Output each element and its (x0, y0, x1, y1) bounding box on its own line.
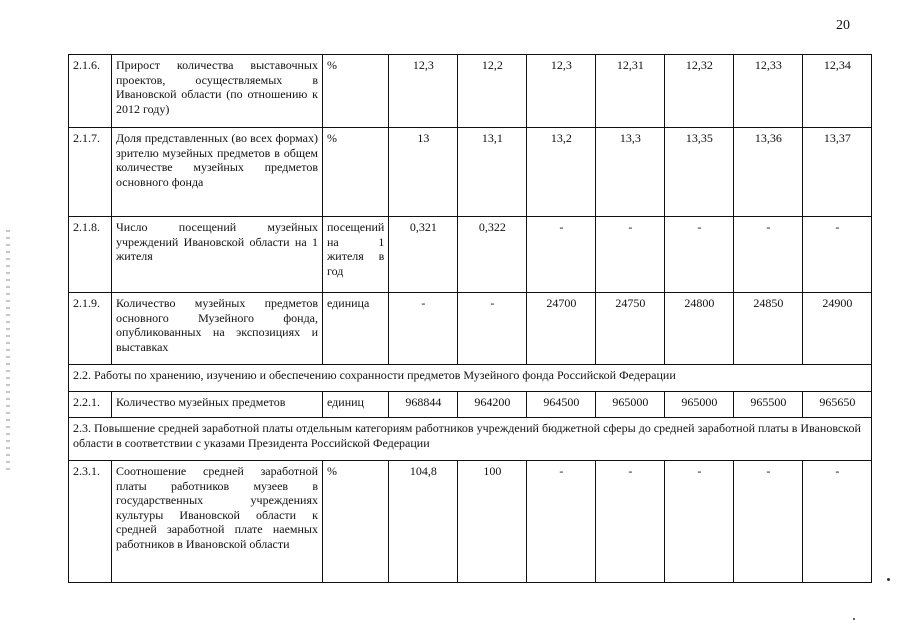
value-cell: 0,322 (458, 217, 527, 293)
scan-speck (853, 618, 855, 620)
row-code: 2.1.9. (69, 293, 112, 365)
value-cell: - (389, 293, 458, 365)
scan-margin-marks (6, 230, 10, 470)
value-cell: 12,34 (803, 55, 872, 128)
table-row (69, 128, 872, 217)
unit: посещений на 1 жителя в год (323, 217, 389, 293)
value-cell: - (527, 217, 596, 293)
indicator-name: Соотношение средней заработной платы работников музеев в государственных учреждениях культуры Ивановской области к средней заработной плате наемных работников в Ивановской области (112, 461, 323, 583)
indicator-name: Количество музейных предметов основного Музейного фонда, опубликованных на экспозициях и выставках (112, 293, 323, 365)
value-cell: 12,31 (596, 55, 665, 128)
scan-speck (887, 578, 890, 581)
value-cell: - (596, 461, 665, 583)
value-cell: 965500 (734, 392, 803, 418)
section-header-row (69, 418, 872, 461)
value-cell: - (803, 217, 872, 293)
value-cell: - (596, 217, 665, 293)
value-cell: 965000 (596, 392, 665, 418)
value-cell: 104,8 (389, 461, 458, 583)
value-cell: 24900 (803, 293, 872, 365)
table-row (69, 55, 872, 128)
value-cell: 964500 (527, 392, 596, 418)
indicators-table (68, 54, 872, 583)
row-code: 2.2.1. (69, 392, 112, 418)
indicator-name: Прирост количества выставочных проектов, осуществляемых в Ивановской области (по отношению к 2012 году) (112, 55, 323, 128)
unit: единиц (323, 392, 389, 418)
value-cell: 12,3 (389, 55, 458, 128)
row-code: 2.1.7. (69, 128, 112, 217)
row-code: 2.3.1. (69, 461, 112, 583)
value-cell: 100 (458, 461, 527, 583)
section-heading: 2.2. Работы по хранению, изучению и обеспечению сохранности предметов Музейного фонда Российской Федерации (69, 365, 872, 392)
unit: % (323, 461, 389, 583)
value-cell: 964200 (458, 392, 527, 418)
indicator-name: Число посещений музейных учреждений Ивановской области на 1 жителя (112, 217, 323, 293)
table-row (69, 392, 872, 418)
value-cell: 24700 (527, 293, 596, 365)
table-row (69, 217, 872, 293)
value-cell: 12,32 (665, 55, 734, 128)
unit: единица (323, 293, 389, 365)
value-cell: - (803, 461, 872, 583)
value-cell: 24750 (596, 293, 665, 365)
table-row (69, 293, 872, 365)
value-cell: - (458, 293, 527, 365)
unit: % (323, 55, 389, 128)
value-cell: 13,35 (665, 128, 734, 217)
value-cell: 13,1 (458, 128, 527, 217)
value-cell: - (734, 461, 803, 583)
value-cell: - (665, 217, 734, 293)
indicator-name: Доля представленных (во всех формах) зрителю музейных предметов в общем количестве музейных предметов основного фонда (112, 128, 323, 217)
value-cell: - (665, 461, 734, 583)
value-cell: 13,3 (596, 128, 665, 217)
value-cell: 24850 (734, 293, 803, 365)
row-code: 2.1.6. (69, 55, 112, 128)
value-cell: - (734, 217, 803, 293)
value-cell: 12,3 (527, 55, 596, 128)
unit: % (323, 128, 389, 217)
value-cell: 12,2 (458, 55, 527, 128)
value-cell: 965000 (665, 392, 734, 418)
value-cell: 24800 (665, 293, 734, 365)
table-row (69, 461, 872, 583)
value-cell: 13,36 (734, 128, 803, 217)
value-cell: 968844 (389, 392, 458, 418)
value-cell: 0,321 (389, 217, 458, 293)
section-header-row (69, 365, 872, 392)
value-cell: 12,33 (734, 55, 803, 128)
indicator-name: Количество музейных предметов (112, 392, 323, 418)
page-number: 20 (836, 18, 850, 33)
row-code: 2.1.8. (69, 217, 112, 293)
value-cell: 965650 (803, 392, 872, 418)
section-heading: 2.3. Повышение средней заработной платы отдельным категориям работников учреждений бюджетной сферы до средней заработной платы в Ивановской области в соответствии с указами Президента Российской Федерации (69, 418, 872, 461)
value-cell: 13,37 (803, 128, 872, 217)
value-cell: 13 (389, 128, 458, 217)
value-cell: - (527, 461, 596, 583)
value-cell: 13,2 (527, 128, 596, 217)
